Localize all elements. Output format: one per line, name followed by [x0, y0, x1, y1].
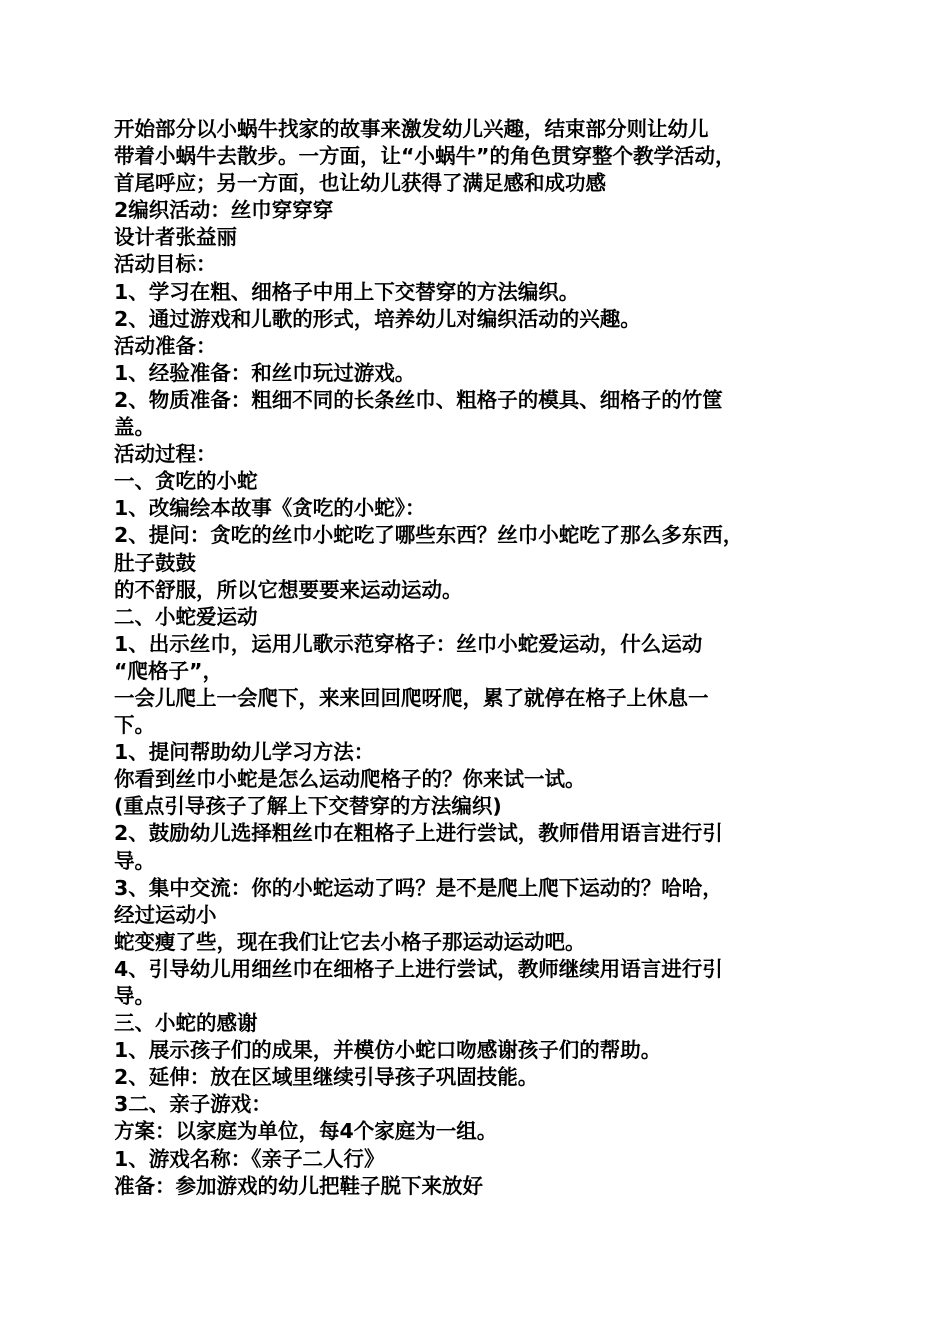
text-line: 设计者张益丽 [114, 225, 237, 250]
text-line: 2、鼓励幼儿选择粗丝巾在粗格子上进行尝试，教师借用语言进行引 [114, 821, 723, 846]
text-line: 活动准备： [114, 333, 217, 358]
text-line: 准备：参加游戏的幼儿把鞋子脱下来放好 [114, 1173, 483, 1198]
text-line: 带着小蜗牛去散步。一方面，让“小蜗牛”的角色贯穿整个教学活动， [114, 144, 736, 169]
text-line: 蛇变瘦了些，现在我们让它去小格子那运动运动吧。 [114, 929, 586, 954]
text-line: 盖。 [114, 415, 155, 440]
text-line: 你看到丝巾小蛇是怎么运动爬格子的？你来试一试。 [114, 767, 586, 792]
text-line: (重点引导孩子了解上下交替穿的方法编织) [114, 794, 502, 819]
text-line: 导。 [114, 984, 155, 1008]
text-line: 1、游戏名称：《亲子二人行》 [114, 1146, 385, 1171]
text-line: 首尾呼应；另一方面，也让幼儿获得了满足感和成功感 [114, 171, 606, 196]
text-line: 三、小蛇的感谢 [114, 1011, 258, 1036]
text-line: 1、学习在粗、细格子中用上下交替穿的方法编织。 [114, 279, 580, 304]
text-line: 活动过程： [114, 442, 217, 467]
text-line: 2编织活动：丝巾穿穿穿 [114, 198, 334, 223]
text-line: 下。 [114, 713, 155, 738]
text-line: 3二、亲子游戏： [114, 1092, 272, 1117]
text-line: 方案：以家庭为单位，每4个家庭为一组。 [114, 1119, 498, 1144]
text-line: 二、小蛇爱运动 [114, 604, 258, 629]
text-line: 1、改编绘本故事《贪吃的小蛇》： [114, 496, 426, 521]
text-line: 经过运动小 [114, 902, 217, 927]
text-line: 4、引导幼儿用细丝巾在细格子上进行尝试，教师继续用语言进行引 [114, 956, 723, 981]
text-line: 1、提问帮助幼儿学习方法： [114, 740, 375, 765]
text-line: 2、物质准备：粗细不同的长条丝巾、粗格子的模具、细格子的竹筐 [114, 387, 723, 412]
text-line: 1、经验准备：和丝巾玩过游戏。 [114, 360, 416, 385]
text-line: 2、通过游戏和儿歌的形式，培养幼儿对编织活动的兴趣。 [114, 306, 641, 331]
text-line: 2、延伸：放在区域里继续引导孩子巩固技能。 [114, 1065, 539, 1090]
text-line: 肚子鼓鼓 [114, 550, 196, 575]
text-line: 开始部分以小蜗牛找家的故事来激发幼儿兴趣，结束部分则让幼儿 [114, 117, 709, 141]
text-line: 一、贪吃的小蛇 [114, 469, 258, 494]
text-line: 活动目标： [114, 252, 217, 277]
document-page [114, 116, 834, 1200]
text-line: 的不舒服，所以它想要要来运动运动。 [114, 577, 463, 602]
text-line: 1、展示孩子们的成果，并模仿小蛇口吻感谢孩子们的帮助。 [114, 1038, 662, 1063]
text-line: 3、集中交流：你的小蛇运动了吗？是不是爬上爬下运动的？哈哈， [114, 875, 723, 900]
text-line: 1、出示丝巾，运用儿歌示范穿格子：丝巾小蛇爱运动，什么运动 [114, 631, 703, 656]
text-line: 一会儿爬上一会爬下，来来回回爬呀爬，累了就停在格子上休息一 [114, 685, 709, 710]
text-line: “爬格子”， [114, 658, 223, 683]
text-line: 2、提问：贪吃的丝巾小蛇吃了哪些东西？丝巾小蛇吃了那么多东西， [114, 523, 744, 548]
text-line: 导。 [114, 848, 155, 873]
